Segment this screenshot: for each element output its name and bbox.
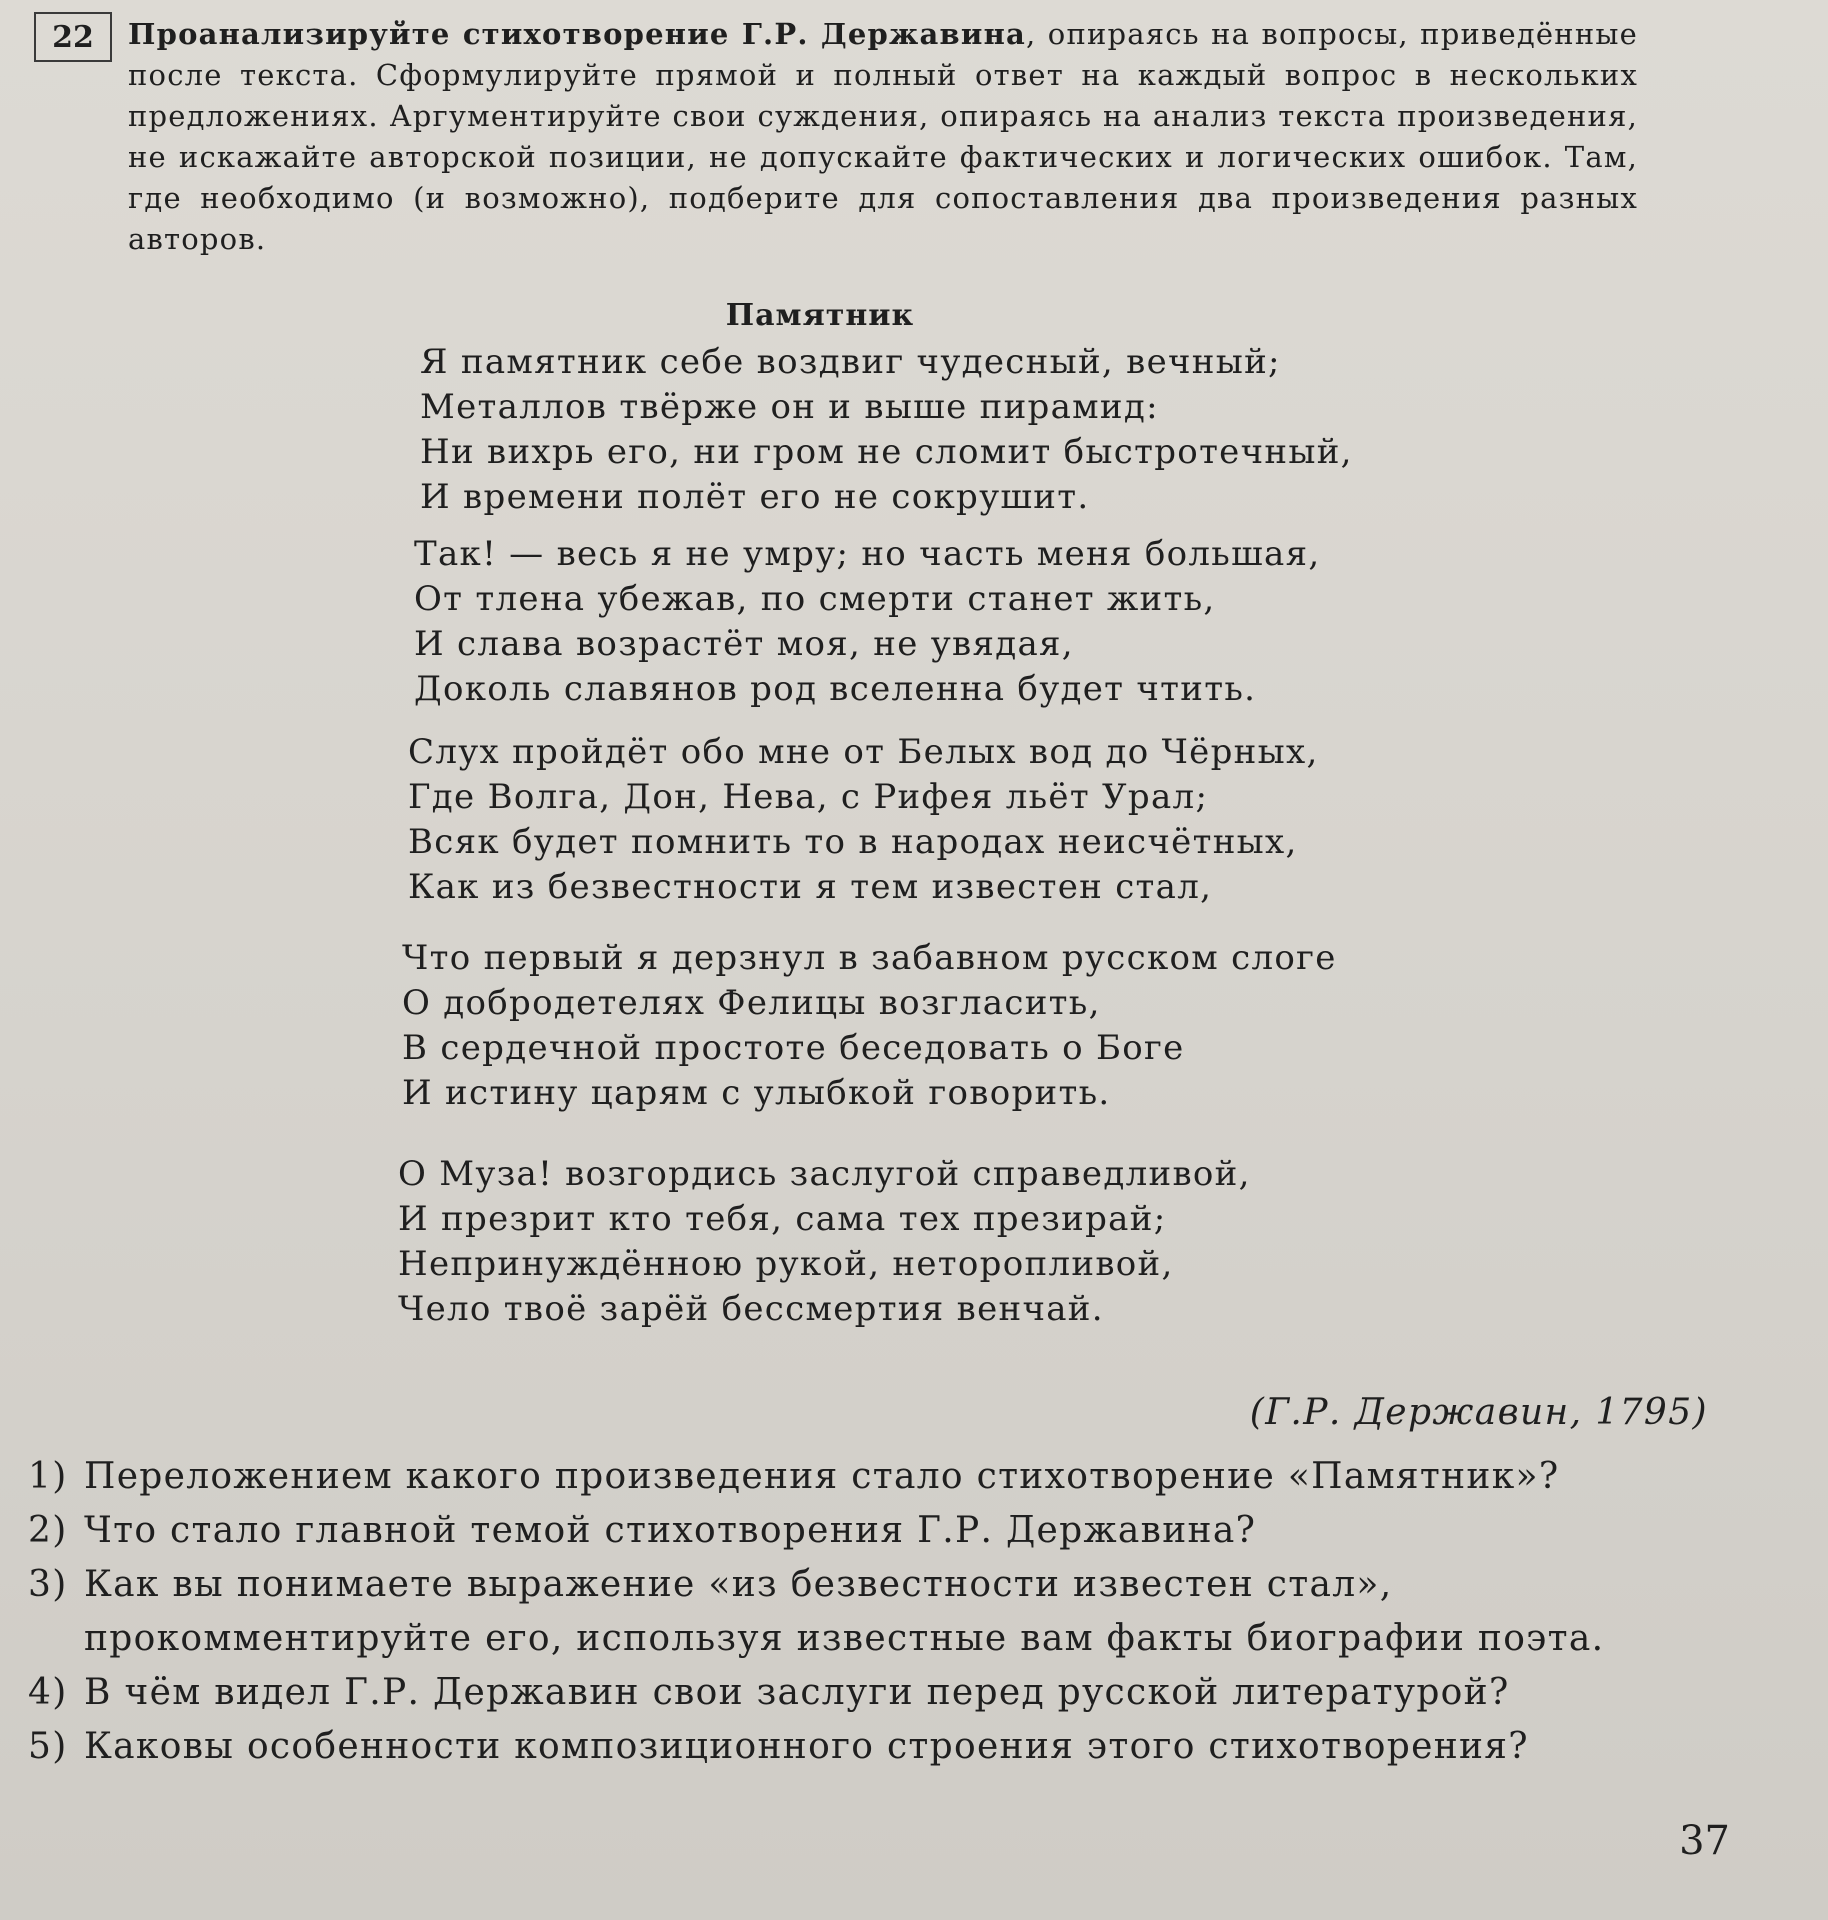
question-item bbox=[28, 1666, 1748, 1720]
question-number: 2) bbox=[28, 1510, 68, 1551]
poem-line: Как из безвестности я тем известен стал, bbox=[408, 867, 1213, 907]
poem-stanza-4 bbox=[402, 936, 1337, 1116]
poem-line: Что первый я дерзнул в забавном русском слоге bbox=[402, 938, 1337, 978]
question-number: 3) bbox=[28, 1564, 68, 1605]
poem-line: О Муза! возгордись заслугой справедливой, bbox=[398, 1154, 1251, 1194]
poem-attribution: (Г.Р. Державин, 1795) bbox=[1249, 1392, 1708, 1433]
poem-line: Ни вихрь его, ни гром не сломит быстротечный, bbox=[420, 432, 1353, 472]
question-item bbox=[28, 1504, 1748, 1558]
poem-stanza-5 bbox=[398, 1152, 1251, 1332]
question-item bbox=[28, 1558, 1748, 1666]
poem-line: И слава возрастёт моя, не увядая, bbox=[414, 624, 1074, 664]
question-number: 1) bbox=[28, 1456, 68, 1497]
page-number: 37 bbox=[1679, 1818, 1730, 1864]
poem-line: От тлена убежав, по смерти станет жить, bbox=[414, 579, 1216, 619]
poem-line: И презрит кто тебя, сама тех презирай; bbox=[398, 1199, 1167, 1239]
question-text: Что стало главной темой стихотворения Г.Р. Державина? bbox=[84, 1510, 1257, 1551]
poem-line: Чело твоё зарёй бессмертия венчай. bbox=[398, 1289, 1104, 1329]
poem-line: Слух пройдёт обо мне от Белых вод до Чёрных, bbox=[408, 732, 1319, 772]
poem-line: И времени полёт его не сокрушит. bbox=[420, 477, 1090, 517]
question-item bbox=[28, 1450, 1748, 1504]
question-number: 5) bbox=[28, 1726, 68, 1767]
poem-line: О добродетелях Фелицы возгласить, bbox=[402, 983, 1101, 1023]
poem-line: Доколь славянов род вселенна будет чтить. bbox=[414, 669, 1257, 709]
poem-line: Где Волга, Дон, Нева, с Рифея льёт Урал; bbox=[408, 777, 1209, 817]
task-text: , опираясь на вопросы, приведённые после текста. Сформулируйте прямой и полный ответ на каждый вопрос в нескольких предложениях. Аргументируйте свои суждения, опираясь на анализ текста произведения, не искажайте авторской позиции, не допускайте фактических и логических ошибок. Там, где необходимо (и возможно), подберите для сопоставления два произведения разных авторов. bbox=[128, 17, 1638, 256]
question-text: Переложением какого произведения стало стихотворение «Памятник»? bbox=[84, 1456, 1560, 1497]
question-number: 4) bbox=[28, 1672, 68, 1713]
poem-line: Я памятник себе воздвиг чудесный, вечный; bbox=[420, 342, 1281, 382]
question-text: Каковы особенности композиционного строения этого стихотворения? bbox=[84, 1726, 1529, 1767]
poem-line: Металлов твёрже он и выше пирамид: bbox=[420, 387, 1159, 427]
poem-line: Так! — весь я не умру; но часть меня большая, bbox=[414, 534, 1321, 574]
question-item bbox=[28, 1720, 1748, 1774]
question-text: Как вы понимаете выражение «из безвестности известен стал», прокомментируйте его, используя известные вам факты биографии поэта. bbox=[84, 1564, 1605, 1659]
task-lead: Проанализируйте стихотворение Г.Р. Державина bbox=[128, 17, 1026, 51]
poem-line: Всяк будет помнить то в народах неисчётных, bbox=[408, 822, 1298, 862]
task-number-box: 22 bbox=[34, 12, 112, 62]
poem-stanza-1 bbox=[420, 340, 1353, 520]
poem-line: Непринуждённою рукой, неторопливой, bbox=[398, 1244, 1174, 1284]
poem-line: В сердечной простоте беседовать о Боге bbox=[402, 1028, 1185, 1068]
question-text: В чём видел Г.Р. Державин свои заслуги перед русской литературой? bbox=[84, 1672, 1510, 1713]
questions-list bbox=[28, 1450, 1748, 1774]
poem-stanza-3 bbox=[408, 730, 1319, 910]
poem-title: Памятник bbox=[725, 298, 915, 333]
poem-line: И истину царям с улыбкой говорить. bbox=[402, 1073, 1111, 1113]
task-instructions bbox=[128, 14, 1638, 260]
poem-stanza-2 bbox=[414, 532, 1320, 712]
